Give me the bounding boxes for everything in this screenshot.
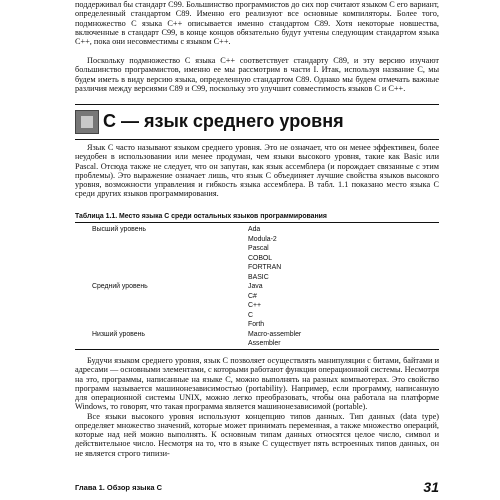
- table-row: [75, 292, 439, 302]
- language-cell: Pascal: [248, 245, 269, 252]
- paragraph: Поскольку подмножество С языка С++ соответствует стандарту C89, и эту версию изучают большинство программистов, именно ее мы рассмотрим в части I. Итак, используя название С, мы будем иметь в виду версию языка, определенную стандартом C89. Однако мы будем отмечать важные различия между версиями C89 и C99, поскольку это улучшит совместимость языков С и С++.: [75, 56, 439, 93]
- table-row: [75, 301, 439, 311]
- paragraph: Будучи языком среднего уровня, язык С позволяет осуществлять манипуляции с битами, байтами и адресами — основными элементами, с которыми работают функции операционной системы. Несмотря на это, программы, написанные на языке С, можно выполнять на разных компьютерах. Это свойство программ называется машинонезависимостью (portability). Например, если программу, написанную для операционной системы UNIX, можно легко преобразовать, чтобы она работала на платформе Windows, то говорят, что такая программа является машинонезависимой (portable).: [75, 356, 439, 412]
- table-row: [75, 254, 439, 264]
- language-cell: Java: [248, 283, 263, 290]
- section-title: С — язык среднего уровня: [103, 111, 344, 131]
- table-caption: Таблица 1.1. Место языка С среди остальных языков программирования: [75, 213, 327, 220]
- paragraph: Все языки высокого уровня используют концепцию типов данных. Тип данных (data type) определяет множество значений, которые может принимать переменная, а также множество операций, которые над ней можно выполнять. К основным типам данных относятся целое число, символ и действительное число. Несмотря на то, что в языке С существует пять встроенных типов данных, он не является строго типизи-: [75, 411, 439, 458]
- chapter-title: Глава 1. Обзор языка С: [75, 483, 163, 492]
- level-cell: Средний уровень: [92, 283, 148, 290]
- language-cell: Macro-assembler: [248, 330, 302, 338]
- table-row: [75, 311, 439, 321]
- table-rule-top: [75, 222, 439, 223]
- language-cell: Modula-2: [248, 235, 277, 243]
- language-cell: Ada: [248, 226, 261, 233]
- language-cell: COBOL: [248, 254, 273, 262]
- language-cell: C++: [248, 302, 262, 309]
- paragraph: поддерживал бы стандарт C99. Большинство программистов до сих пор считают языком С его вариант, определенный стандартом C89. Именно его реализуют все основные компиляторы. Более того, подмножество С языка С++ описывается именно стандартом C89. Хотя некоторые новшества, включенные в стандарт C99, в конце концов обязательно будут учтены следующим стандартом языка С++, пока они несовместимы с языком С++.: [75, 0, 439, 46]
- level-cell: Высший уровень: [92, 226, 146, 233]
- table-row: [75, 282, 439, 292]
- section-rule-top: [75, 104, 439, 105]
- top-text-block: [75, 0, 439, 46]
- table-row: [75, 244, 439, 254]
- top-text-block-2: [75, 56, 439, 93]
- table-row: [75, 263, 439, 273]
- table-row: [75, 339, 439, 349]
- page-footer: [75, 480, 439, 494]
- language-cell: C#: [248, 292, 257, 300]
- table-row: [75, 320, 439, 330]
- bottom-text-block: [75, 356, 439, 458]
- language-cell: Assembler: [248, 340, 281, 347]
- language-cell: Forth: [248, 321, 265, 328]
- paragraph: Язык С часто называют языком среднего уровня. Это не означает, что он менее эффективен, более неудобен в использовании или менее продуман, чем языки высокого уровня, такие как Basic или Pascal. Отсюда также не следует, что он запутан, как язык ассемблера (и порождает связанные с этим проблемы). Это выражение означает лишь, что язык С объединяет лучшие свойства языков высокого уровня, возможности управления и гибкость языка ассемблера. В табл. 1.1 показано место языка С среди других языков программирования.: [75, 143, 439, 199]
- table-row: [75, 235, 439, 245]
- level-cell: Низший уровень: [92, 330, 145, 338]
- section-square-icon: [75, 110, 99, 134]
- table-row: [75, 330, 439, 340]
- table-row: [75, 225, 439, 235]
- page-number: 31: [423, 479, 439, 495]
- language-cell: BASIC: [248, 273, 269, 281]
- table-rule-bottom: [75, 349, 439, 350]
- table-row: [75, 273, 439, 283]
- language-cell: C: [248, 311, 253, 319]
- language-cell: FORTRAN: [248, 264, 282, 271]
- section-rule-bottom: [75, 139, 439, 140]
- section-text-block: [75, 143, 439, 199]
